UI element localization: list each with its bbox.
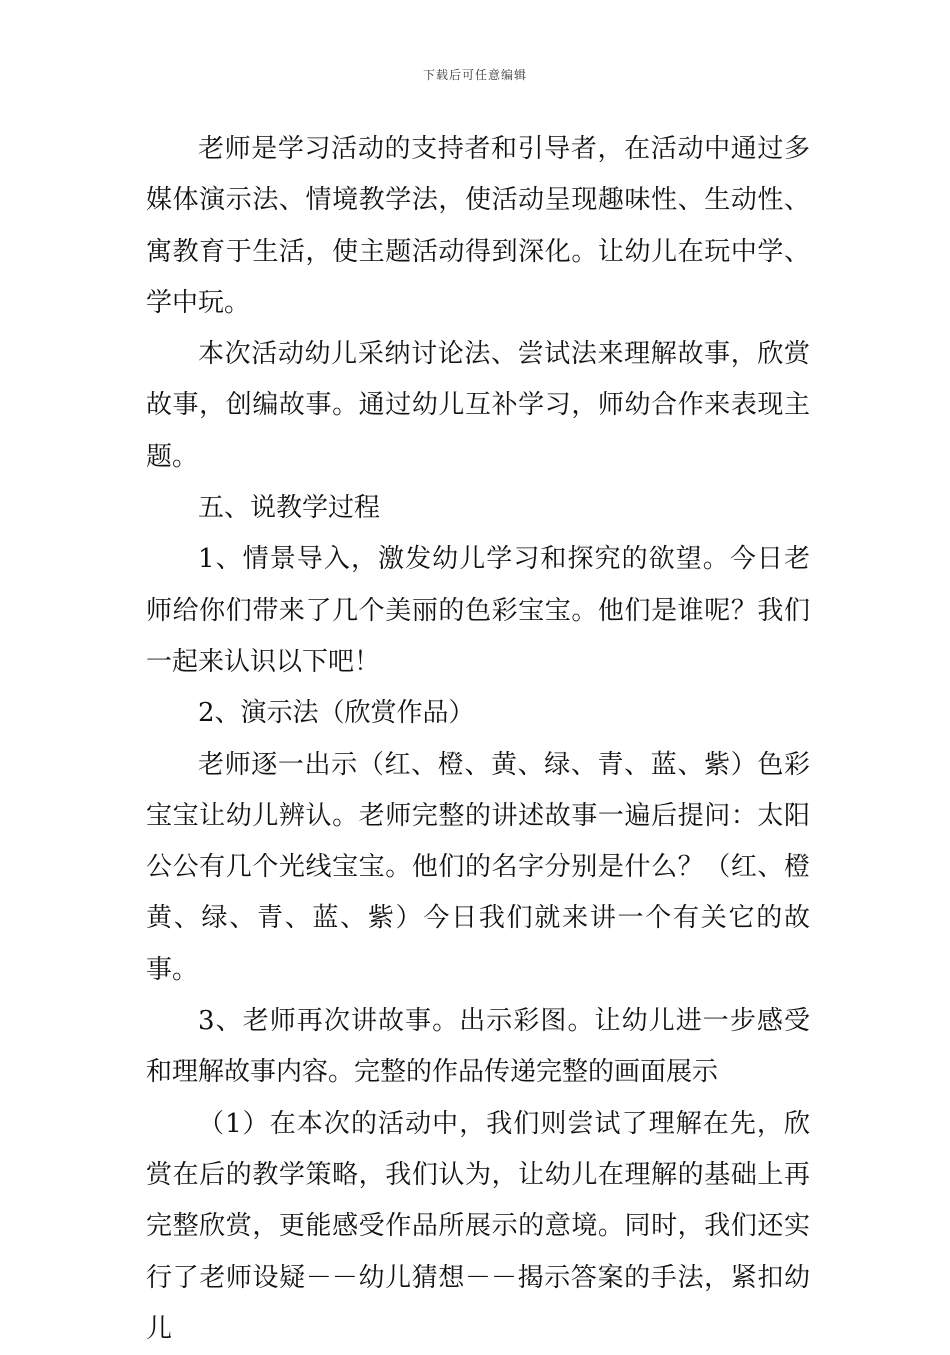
paragraph-step-2-detail: 老师逐一出示（红、橙、黄、绿、青、蓝、紫）色彩宝宝让幼儿辨认。老师完整的讲述故事一遍后提问：太阳公公有几个光线宝宝。他们的名字分别是什么？（红、橙黄、绿、青、蓝、紫）今日我们就来讲一个有关它的故事。 (146, 749, 810, 985)
document-body (146, 124, 810, 1355)
paragraph-step-3-sub-1: （1）在本次的活动中，我们则尝试了理解在先，欣赏在后的教学策略，我们认为，让幼儿在理解的基础上再完整欣赏，更能感受作品所展示的意境。同时，我们还实行了老师设疑－－幼儿猜想－－揭示答案的手法，紧扣幼儿 (146, 1108, 810, 1344)
paragraph-step-3: 3、老师再次讲故事。出示彩图。让幼儿进一步感受和理解故事内容。完整的作品传递完整的画面展示 (146, 1006, 810, 1088)
paragraph-step-1: 1、情景导入，激发幼儿学习和探究的欲望。今日老师给你们带来了几个美丽的色彩宝宝。他们是谁呢？我们一起来认识以下吧！ (146, 544, 810, 677)
paragraph-teacher-role: 老师是学习活动的支持者和引导者，在活动中通过多媒体演示法、情境教学法，使活动呈现趣味性、生动性、寓教育于生活，使主题活动得到深化。让幼儿在玩中学、学中玩。 (146, 134, 810, 318)
section-heading-teaching-process: 五、说教学过程 (198, 493, 381, 524)
paragraph-step-2-heading: 2、演示法（欣赏作品） (198, 698, 475, 729)
page-header-note: 下载后可任意编辑 (422, 68, 527, 82)
paragraph-activity-methods: 本次活动幼儿采纳讨论法、尝试法来理解故事，欣赏故事，创编故事。通过幼儿互补学习，师幼合作来表现主题。 (146, 339, 810, 472)
